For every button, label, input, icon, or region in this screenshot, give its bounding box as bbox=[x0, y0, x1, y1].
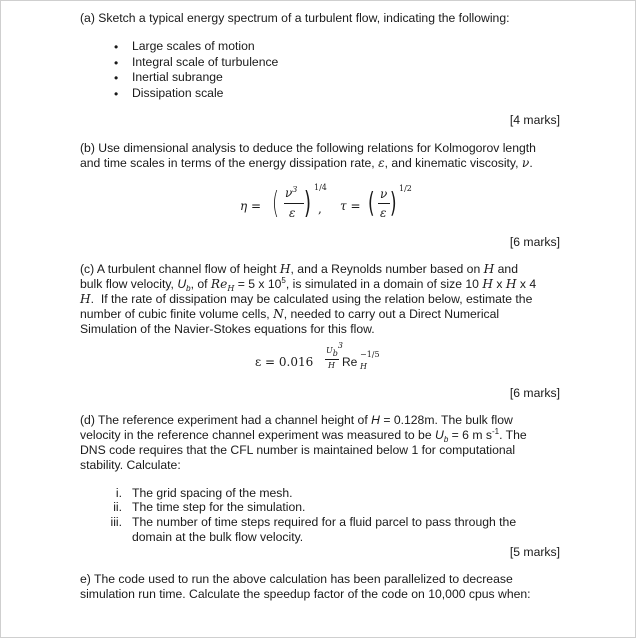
bullet-item: Large scales of motion bbox=[132, 39, 255, 53]
part-a-marks: [4 marks] bbox=[509, 113, 560, 127]
bullet-item: Integral scale of turbulence bbox=[132, 55, 279, 69]
part-d-marks: [5 marks] bbox=[509, 545, 560, 559]
part-e-line2: simulation run time. Calculate the speedup factor of the code on 10,000 cpus when: bbox=[80, 587, 531, 601]
kolmogorov-length-equation: η = ( $\nu^3$ ε ) 1/4 , bbox=[240, 183, 327, 221]
bullet-item: Dissipation scale bbox=[132, 86, 224, 100]
part-c-line3: H. If the rate of dissipation may be calculated using the relation below, estimate the bbox=[80, 292, 533, 306]
item-number: ii. bbox=[113, 500, 122, 514]
part-a-question: (a) Sketch a typical energy spectrum of a turbulent flow, indicating the following: bbox=[80, 11, 510, 25]
part-c-line1: (c) A turbulent channel flow of height H, and a Reynolds number based on H and bbox=[80, 262, 518, 276]
list-item: The grid spacing of the mesh. bbox=[132, 486, 293, 500]
item-number: i. bbox=[115, 486, 122, 500]
list-item: The time step for the simulation. bbox=[132, 500, 306, 514]
item-number: iii. bbox=[110, 515, 122, 529]
part-c-line5: Simulation of the Navier-Stokes equations for this flow. bbox=[80, 322, 375, 336]
part-d-line3: DNS code requires that the CFL number is maintained below 1 for computational bbox=[80, 443, 516, 457]
part-b-line1: (b) Use dimensional analysis to deduce the following relations for Kolmogorov length bbox=[80, 141, 536, 155]
list-item: The number of time steps required for a fluid parcel to pass through the bbox=[132, 515, 517, 529]
part-d-line1: (d) The reference experiment had a channel height of H = 0.128m. The bulk flow bbox=[80, 413, 513, 427]
bullet-icon: • bbox=[114, 71, 119, 85]
part-c-line4: number of cubic finite volume cells, N, needed to carry out a Direct Numerical bbox=[80, 307, 500, 321]
kolmogorov-time-equation: τ = ( ν ε ) 1/2 bbox=[340, 184, 412, 220]
dissipation-rate-equation: ε = 0.016 $U_b^3$ H Re H −1/5 bbox=[255, 341, 380, 371]
bullet-icon: • bbox=[114, 40, 119, 54]
part-d-line4: stability. Calculate: bbox=[80, 458, 181, 472]
bullet-item: Inertial subrange bbox=[132, 70, 223, 84]
part-b-line2: and time scales in terms of the energy dissipation rate, ε, and kinematic viscosity, ν. bbox=[80, 156, 533, 170]
part-e-line1: e) The code used to run the above calculation has been parallelized to decrease bbox=[80, 572, 513, 586]
bullet-icon: • bbox=[114, 56, 119, 70]
part-d-line2: velocity in the reference channel experiment was measured to be $U_b = 6$ m $s^{-1}$. The bbox=[80, 427, 527, 444]
list-item-continued: domain at the bulk flow velocity. bbox=[132, 530, 304, 544]
part-c-marks: [6 marks] bbox=[509, 386, 560, 400]
bullet-icon: • bbox=[114, 87, 119, 101]
part-c-line2: bulk flow velocity, $U_b$, of $Re_H = 5$ x $10^5$, is simulated in a domain of size 10 H x H x 4 bbox=[80, 276, 537, 293]
part-b-marks: [6 marks] bbox=[509, 235, 560, 249]
